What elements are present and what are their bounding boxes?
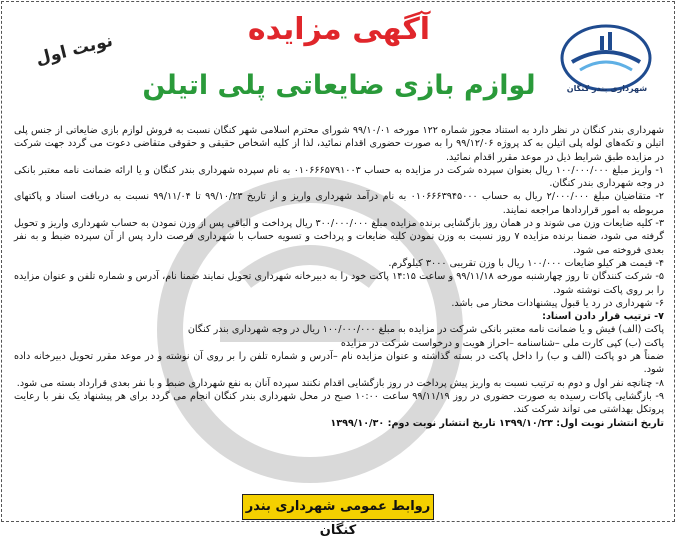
ad-subtitle: لوازم بازی ضایعاتی پلی اتیلن [142, 70, 536, 101]
intro-paragraph: شهرداری بندر کنگان در نظر دارد به استناد مجوز شماره ۱۲۲ مورخه ۹۹/۱۰/۰۱ شورای محترم اسلامی شهر کنگان نسبت به فروش لوازم بازی ضایعاتی از جنس پلی اتیلن و تکه‌های لوله پلی اتیلن به کد پروژه ۹۹/۱۲/۰۶ را به صورت حضوری اقدام نمائید، لذا از کلیه اشخاص حقیقی و حقوقی متقاضی دعوت می گردد جهت شرکت در مزایده طبق شرایط ذیل در موعد مقرر اقدام نمائید. [14, 125, 665, 163]
condition-item: ۹- بازگشایی پاکات رسیده به صورت حضوری در روز ۹۹/۱۱/۱۹ ساعت ۱۰:۰۰ صبح در محل شهرداری بندر کنگان انجام می گردد برای هر پیشنهاد یک نفر با رعایت پروتکل بهداشتی می تواند شرکت کند. [14, 390, 664, 416]
section-line: ضمناً هر دو پاکت (الف و ب) را داخل پاکت در بسته گذاشته و عنوان مزایده نام –آدرس و شماره تلفن را بر روی آن نوشته و در موعد مقرر تحویل دبیرخانه داده شود. [14, 351, 664, 376]
condition-item: ۲- متقاضیان مبلغ ۲/۰۰۰/۰۰۰ ریال به حساب ۰۱۰۶۶۶۳۹۴۵۰۰۰ به نام درآمد شهرداری واریز و از تاریخ ۹۹/۱۰/۲۳ تا ۹۹/۱۱/۰۴ نسبت به دریافت اسناد و پاکتهای مربوطه به امور قراردادها مراجعه نمایند. [14, 191, 664, 216]
section-line: پاکت (الف) فیش و یا ضمانت نامه معتبر بانکی شرکت در مزایده به مبلغ ۱۰۰/۰۰۰/۰۰۰ ریال در وجه شهرداری بندر کنگان [187, 324, 664, 336]
condition-item: ۵- شرکت کنندگان تا روز چهارشنبه مورخه ۹۹/۱۱/۱۸ و ساعت ۱۴:۱۵ پاکت خود را به دبیرخانه شهرداری تحویل نمایند ضمنا نام، آدرس و شماره تلفن و عنوان مزایده را بر روی پاکت نوشته شود. [14, 271, 664, 296]
logo-caption: شهرداری بندر کنگان [566, 84, 648, 93]
footer-banner: روابط عمومی شهرداری بندر کنگان [242, 494, 434, 520]
section-heading: ۷- ترتیب قرار دادن اسناد: [542, 311, 664, 323]
ad-body [14, 124, 664, 430]
condition-item: ۶- شهرداری در رد یا قبول پیشنهادات مختار می باشد. [451, 297, 664, 309]
ad-title: آگهی مزایده [247, 12, 431, 47]
condition-item: ۴- قیمت هر کیلو ضایعات ۱۰۰/۰۰۰ ریال با وزن تقریبی ۳۰۰۰ کیلوگرم. [388, 257, 664, 269]
publication-dates: تاریخ انتشار نوبت اول: ۱۳۹۹/۱۰/۲۳ تاریخ انتشار نوبت دوم: ۱۳۹۹/۱۰/۳۰ [330, 417, 664, 429]
round-stamp: نوبت اول [33, 30, 115, 70]
condition-item: ۸- چنانچه نفر اول و دوم به ترتیب نسبت به واریز پیش پرداخت در روز بازگشایی اقدام نکنند سپرده آنان به نفع شهرداری ضبط و با نفر بعدی قرارداد بسته می شود. [16, 377, 664, 389]
condition-item: ۱- واریز مبلغ ۱۰۰/۰۰۰/۰۰۰ ریال بعنوان سپرده شرکت در مزایده به حساب ۰۱۰۶۶۶۵۷۹۱۰۰۳ به نام سپرده شهرداری بندر کنگان و یا ارائه ضمانت نامه معتبر بانکی در وجه شهرداری بندر کنگان. [14, 164, 665, 190]
condition-item: ۳- کلیه ضایعات وزن می شوند و در همان روز بازگشایی برنده مزایده مبلغ ۳۰۰/۰۰۰/۰۰۰ ریال پرداخت و الباقی پس از وزن نمودن به حساب شهرداری واریز و تحویل گرفته می شود، ضمنا برنده مزایده ۷ روز نسبت به وزن نمودن کلیه ضایعات و پرداخت و تسویه حساب با شهرداری فرصت دارد پس از آن سپرده ضبط و به نفر بعدی فروخته می شود. [14, 218, 664, 256]
section-line: پاکت (ب) کپی کارت ملی –شناسنامه –احراز هویت و درخواست شرکت در مزایده [340, 337, 664, 349]
